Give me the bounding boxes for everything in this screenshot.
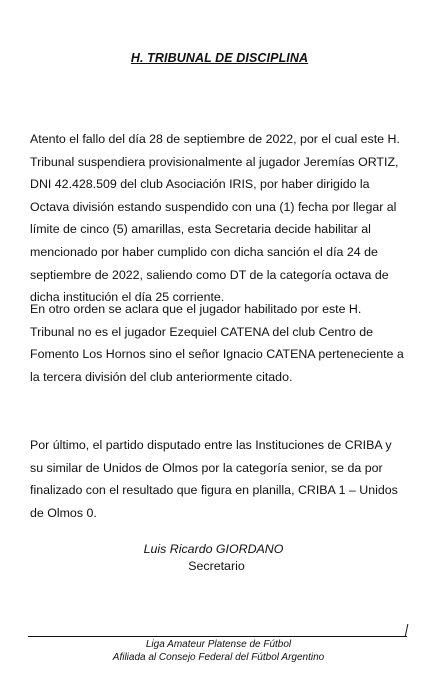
- document-title: H. TRIBUNAL DE DISCIPLINA: [130, 51, 309, 65]
- paragraph-catena-clarification: [30, 298, 414, 388]
- paragraph-line: DNI 42.428.509 del club Asociación IRIS, por haber dirigido la: [30, 177, 370, 192]
- paragraph-line: Por último, el partido disputado entre las Instituciones de CRIBA y: [30, 438, 392, 452]
- paragraph-line: dicha institución el día 25 corriente.: [30, 290, 225, 305]
- paragraph-line: Atento el fallo del día 28 de septiembre de 2022, por el cual este H.: [30, 132, 400, 146]
- paragraph-line: finalizado con el resultado que figura en planilla, CRIBA 1 – Unidos: [30, 483, 398, 498]
- paragraph-line: mencionado por haber cumplido con dicha sanción el día 24 de: [30, 244, 378, 259]
- paragraph-line: Octava división estando suspendido con una (1) fecha por llegar al: [30, 199, 397, 214]
- footer-affiliation: Afiliada al Consejo Federal del Fútbol Argentino: [112, 652, 325, 663]
- paragraph-match-result: [30, 434, 414, 524]
- paragraph-line: Tribunal no es el jugador Ezequiel CATENA del club Centro de: [30, 324, 373, 339]
- paragraph-line: la tercera división del club anteriormente citado.: [30, 369, 293, 384]
- paragraph-ortiz-habilitation: [30, 128, 414, 309]
- footer-divider: [28, 636, 407, 637]
- paragraph-line: límite de cinco (5) amarillas, esta Secretaria decide habilitar al: [30, 222, 371, 237]
- paragraph-line: En otro orden se aclara que el jugador habilitado por este H.: [30, 302, 362, 316]
- footer-league-name: Liga Amateur Platense de Fútbol: [145, 639, 292, 650]
- paragraph-line: Tribunal suspendiera provisionalmente al jugador Jeremías ORTIZ,: [30, 154, 399, 169]
- paragraph-line: Fomento Los Hornos sino el señor Ignacio CATENA perteneciente a: [30, 347, 404, 362]
- paragraph-line: septiembre de 2022, saliendo como DT de la categoría octava de: [30, 267, 389, 282]
- paragraph-line: de Olmos 0.: [30, 505, 97, 520]
- signatory-role: Secretario: [188, 559, 245, 573]
- paragraph-line: su similar de Unidos de Olmos por la categoría senior, se da por: [30, 460, 383, 475]
- signatory-name: Luis Ricardo GIORDANO: [143, 542, 284, 556]
